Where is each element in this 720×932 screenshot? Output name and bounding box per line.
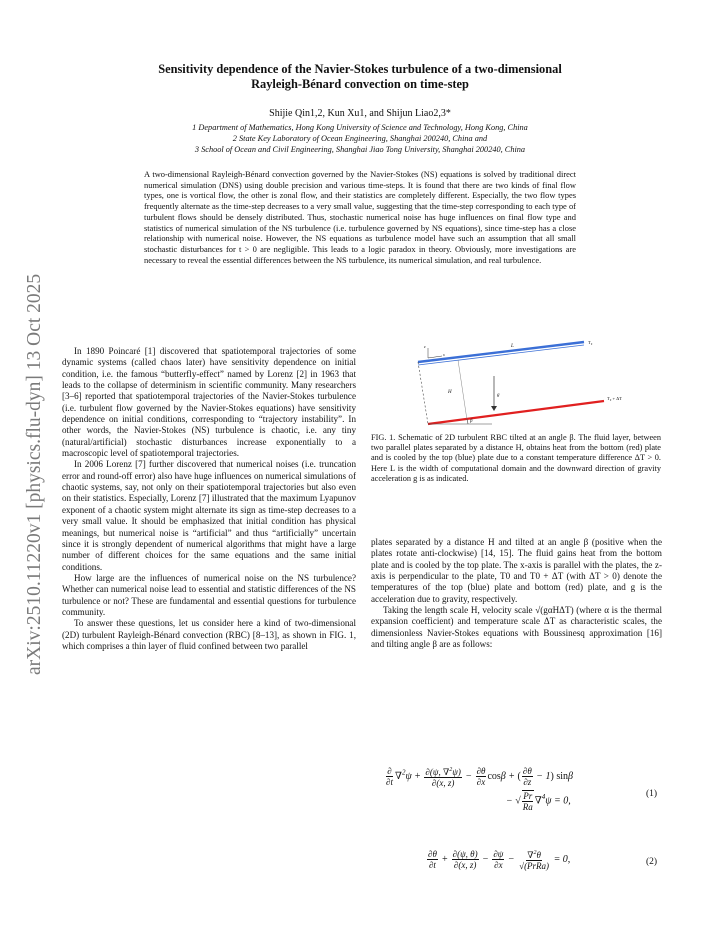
paragraph: To answer these questions, let us consider here a kind of two-dimensional (2D) turbulent Rayleigh-Bénard convection (RBC) [8–13], as shown in FIG. 1, which comprises a thin layer of fluid confined between two parallel — [62, 618, 356, 651]
equation-2: $\frac{\partial\theta}{\partial t}$ + $\frac{\partial(\psi, \theta)}{\partial(x, z)}$ − $\frac{\partial\psi}{\partial x}$ − $\frac{\nabla^2\theta}{\text{√(PrRa)}}$ = 0, — [428, 849, 571, 871]
label-angle: β — [470, 419, 473, 424]
affiliation-3: 3 School of Ocean and Civil Engineering, Shanghai Jiao Tong University, Shanghai 200240, China — [194, 145, 526, 154]
equation-2-number: (2) — [646, 857, 658, 867]
label-bottom-temp: T₀ + ΔT — [607, 396, 623, 401]
affiliation-2: 2 State Key Laboratory of Ocean Engineering, Shanghai 200240, China and — [232, 134, 488, 143]
paragraph: In 2006 Lorenz [7] further discovered that numerical noises (i.e. truncation error and round-off error) also have huge influences on numerical simulations of chaotic systems, say, not only on their spatiotemporal trajectories but also even on their statistics. Especially, Lorenz [7] illustrated that the maximum Lyapunov exponent of a chaotic system might alternate its sign as time-step decreases to a very small value. It should be emphasized that initial condition has physical meanings, but numerical noise is “artificial” and thus “artificially” uncertain since it is strongly dependent of numerical algorithms that might have a large number of different choices for the same equations and the same initial conditions. — [62, 459, 356, 572]
figure-1-schematic — [372, 334, 664, 429]
abstract: A two-dimensional Rayleigh-Bénard convection governed by the Navier-Stokes (NS) equations is solved by traditional direct numerical simulation (DNS) using double precision and various time-steps. It is found that there are two kinds of final flow types, one is vortical flow, the other is zonal flow, and their statistics are completely different. Especially, the two flow types frequently alternate as the time-step decreases to a very small value, suggesting that the time-step corresponding to each type of turbulent flows should be densely distributed. Thus, stochastic numerical noise has huge influences on final flow type and statistics of numerical simulation of the NS turbulence (i.e. turbulence governed by NS equations), since time-step has a close relationship with numerical noise. However, the NS equations as turbulence model have such an assumption that all small stochastic disturbances for t > 0 are negligible. This leads to a logic paradox in theory. Obviously, more investigations are necessary to reveal the essential differences between the NS turbulence, its numerical simulation, and real turbulence. — [144, 169, 576, 265]
title-line-1: Sensitivity dependence of the Navier-Stokes turbulence of a two-dimensional — [158, 62, 562, 76]
affiliation-1: 1 Department of Mathematics, Hong Kong University of Science and Technology, Hong Kong, China — [192, 123, 528, 132]
label-z-axis: z — [424, 344, 426, 349]
equation-1-number: (1) — [646, 789, 658, 799]
arxiv-identifier — [6, 210, 54, 680]
left-column — [62, 346, 356, 652]
equation-1: $\frac{\partial}{\partial t}$ ∇$^2$ψ + $\frac{\partial(\psi, \nabla^2\psi)}{\partial(x, z)}$ − $\frac{\partial\theta}{\partial x}$ cosβ + ( $\frac{\partial\theta}{\partial z}$ − 1) sinβ − √ $\frac{Pr}{Ra}$ ∇$^4$ψ = 0, — [386, 766, 573, 812]
paragraph: plates separated by a distance H and tilted at an angle β (positive when the plates rotate anti-clockwise) [14, 15]. The fluid gains heat from the bottom plate and is cooled by the top plate. The x-axis is parallel with the plates, the z-axis is perpendicular to the plate, T0 and T0 + ΔT (with ΔT > 0) denote the temperatures of the top (blue) plate and bottom (red) plate, and g is the acceleration due to gravity, respectively. — [371, 537, 662, 604]
paragraph: How large are the influences of numerical noise on the NS turbulence? Whether can numerical noise lead to essential and statistic differences of the NS turbulence or not? These are fundamental and essential questions for turbulence community. — [62, 572, 356, 617]
paragraph: In 1890 Poincaré [1] discovered that spatiotemporal trajectories of some dynamic systems (called chaos later) have sensitivity dependence on initial condition, i.e. the famous “butterfly-effect” named by Lorenz [2] in 1963 that leads to the collapse of determinism in scientific community. Many researchers [3–6] reported that spatiotemporal trajectories of the Navier-Stokes turbulence (i.e. turbulent flow governed by the Navier-Stokes equations) have sensitivity dependence on initial conditions, corresponding to “trajectory instability”. In other words, the Navier-Stokes (NS) turbulence is chaotic, i.e. any tiny (natural/artificial) stochastic disturbances increase exponentially to a macroscopic level of spatiotemporal trajectories. — [62, 346, 356, 459]
figure-1-caption: FIG. 1. Schematic of 2D turbulent RBC tilted at an angle β. The fluid layer, between two parallel plates separated by a distance H, obtains heat from the bottom (red) plate and is cooled by the top (blue) plate due to a constant temperature difference ΔT > 0. Here L is the width of computational domain and the downward direction of gravity acceleration g is as indicated. — [371, 433, 661, 483]
label-gravity: g — [497, 393, 500, 398]
label-width: L — [511, 344, 514, 349]
paper-title — [70, 62, 650, 92]
author-list: Shijie Qin1,2, Kun Xu1, and Shijun Liao2,3* — [269, 108, 451, 119]
arxiv-identifier-text: arXiv:2510.11220v1 [physics.flu-dyn] 13 Oct 2025 — [24, 273, 45, 675]
label-height: H — [448, 390, 452, 395]
label-x-axis: x — [443, 352, 445, 357]
right-column — [371, 537, 662, 650]
paragraph: Taking the length scale H, velocity scale √(gαHΔT) (where α is the thermal expansion coefficient) and temperature scale ΔT as characteristic scales, the dimensionless Navier-Stokes equations with Boussinesq approximation [16] and tilting angle β are as follows: — [371, 605, 662, 650]
title-line-2: Rayleigh-Bénard convection on time-step — [251, 77, 469, 91]
bottom-plate — [428, 401, 604, 424]
label-top-temp: T₀ — [588, 340, 593, 345]
